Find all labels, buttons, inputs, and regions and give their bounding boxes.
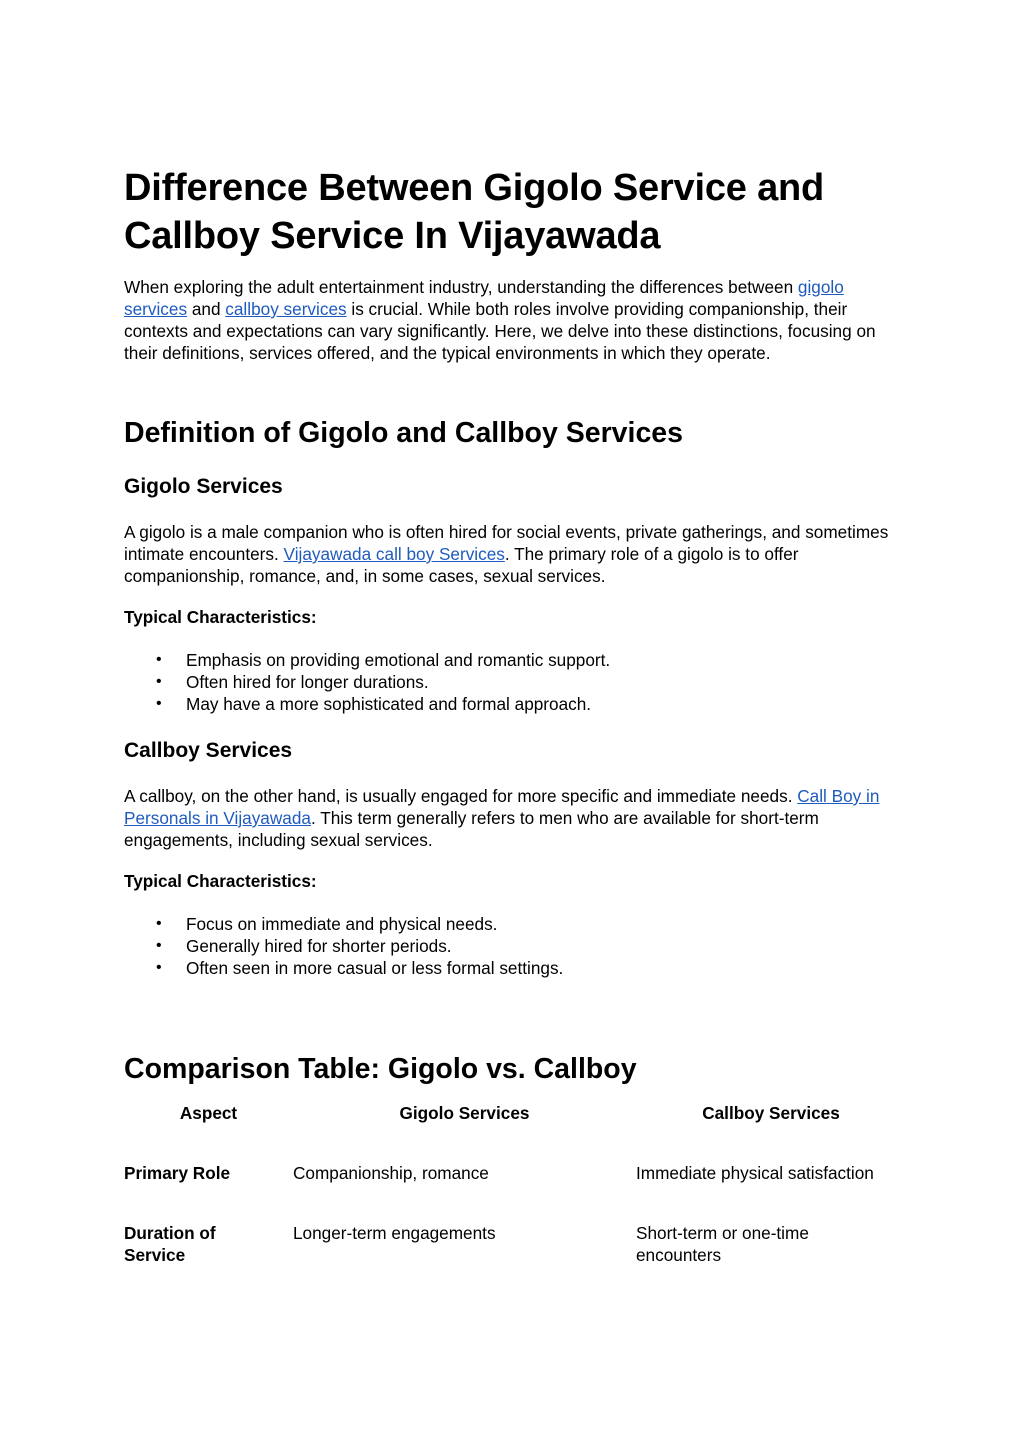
list-item: [124, 935, 906, 957]
table-header-row: [124, 1102, 906, 1124]
gigolo-paragraph: [124, 521, 906, 587]
list-item-text: Focus on immediate and physical needs.: [186, 914, 498, 934]
table-cell-callboy: Short-term or one-time encounters: [636, 1223, 809, 1265]
gigolo-characteristics-list: [124, 649, 906, 715]
gigolo-text-1: A gigolo is a male companion who is often hired for social events, private gatherings, and sometimes intimate encounters.: [124, 522, 889, 564]
bullet-icon: •: [156, 937, 162, 954]
table-row: [124, 1184, 906, 1266]
intro-text-1: When exploring the adult entertainment industry, understanding the differences between: [124, 277, 798, 297]
bullet-icon: •: [156, 959, 162, 976]
intro-text-3: is crucial. While both roles involve providing companionship, their contexts and expectations can vary significantly. Here, we delve into these distinctions, focusing on their definitions, services offered, and the typical environments in which they operate.: [124, 299, 876, 363]
callboy-services-link[interactable]: callboy services: [225, 299, 347, 319]
callboy-characteristics-list: [124, 913, 906, 979]
callboy-text-1: A callboy, on the other hand, is usually engaged for more specific and immediate needs.: [124, 786, 798, 806]
list-item-text: Generally hired for shorter periods.: [186, 936, 452, 956]
bullet-icon: •: [156, 651, 162, 668]
column-header-aspect: Aspect: [179, 1103, 238, 1123]
table-row: [124, 1124, 906, 1184]
callboy-characteristics-heading: Typical Characteristics:: [124, 871, 317, 891]
list-item-text: Often seen in more casual or less formal settings.: [186, 958, 564, 978]
bullet-icon: •: [156, 673, 162, 690]
gigolo-characteristics-heading: Typical Characteristics:: [124, 607, 317, 627]
table-cell-callboy: Immediate physical satisfaction: [636, 1163, 874, 1183]
list-item: [124, 649, 906, 671]
list-item-text: May have a more sophisticated and formal approach.: [186, 694, 592, 714]
page-title: Difference Between Gigolo Service and Callboy Service In Vijayawada: [124, 167, 825, 257]
callboy-services-heading: Callboy Services: [124, 739, 293, 762]
list-item: [124, 957, 906, 979]
comparison-heading: Comparison Table: Gigolo vs. Callboy: [124, 1053, 637, 1085]
list-item-text: Emphasis on providing emotional and romantic support.: [186, 650, 611, 670]
list-item-text: Often hired for longer durations.: [186, 672, 429, 692]
call-boy-personals-link[interactable]: Call Boy in Personals in Vijayawada: [124, 786, 880, 828]
gigolo-services-heading: Gigolo Services: [124, 475, 283, 498]
list-item: [124, 671, 906, 693]
definition-heading: Definition of Gigolo and Callboy Services: [124, 417, 683, 449]
intro-text-2: and: [187, 299, 226, 319]
table-cell-aspect: Primary Role: [124, 1163, 231, 1183]
gigolo-text-2: . The primary role of a gigolo is to offer companionship, romance, and, in some cases, sexual services.: [124, 544, 799, 586]
callboy-text-2: . This term generally refers to men who are available for short-term engagements, including sexual services.: [124, 808, 819, 850]
intro-paragraph: [124, 276, 906, 364]
column-header-callboy: Callboy Services: [702, 1103, 840, 1123]
vijayawada-call-boy-services-link[interactable]: Vijayawada call boy Services: [283, 544, 505, 564]
comparison-table-wrapper: [124, 1102, 906, 1266]
comparison-table: [124, 1102, 906, 1266]
callboy-paragraph: [124, 785, 906, 851]
column-header-gigolo: Gigolo Services: [399, 1103, 530, 1123]
list-item: [124, 693, 906, 715]
list-item: [124, 913, 906, 935]
table-cell-aspect: Duration of Service: [124, 1223, 216, 1265]
gigolo-services-link[interactable]: gigolo services: [124, 277, 844, 319]
table-cell-gigolo: Companionship, romance: [293, 1163, 489, 1183]
bullet-icon: •: [156, 915, 162, 932]
table-cell-gigolo: Longer-term engagements: [293, 1223, 496, 1243]
bullet-icon: •: [156, 695, 162, 712]
